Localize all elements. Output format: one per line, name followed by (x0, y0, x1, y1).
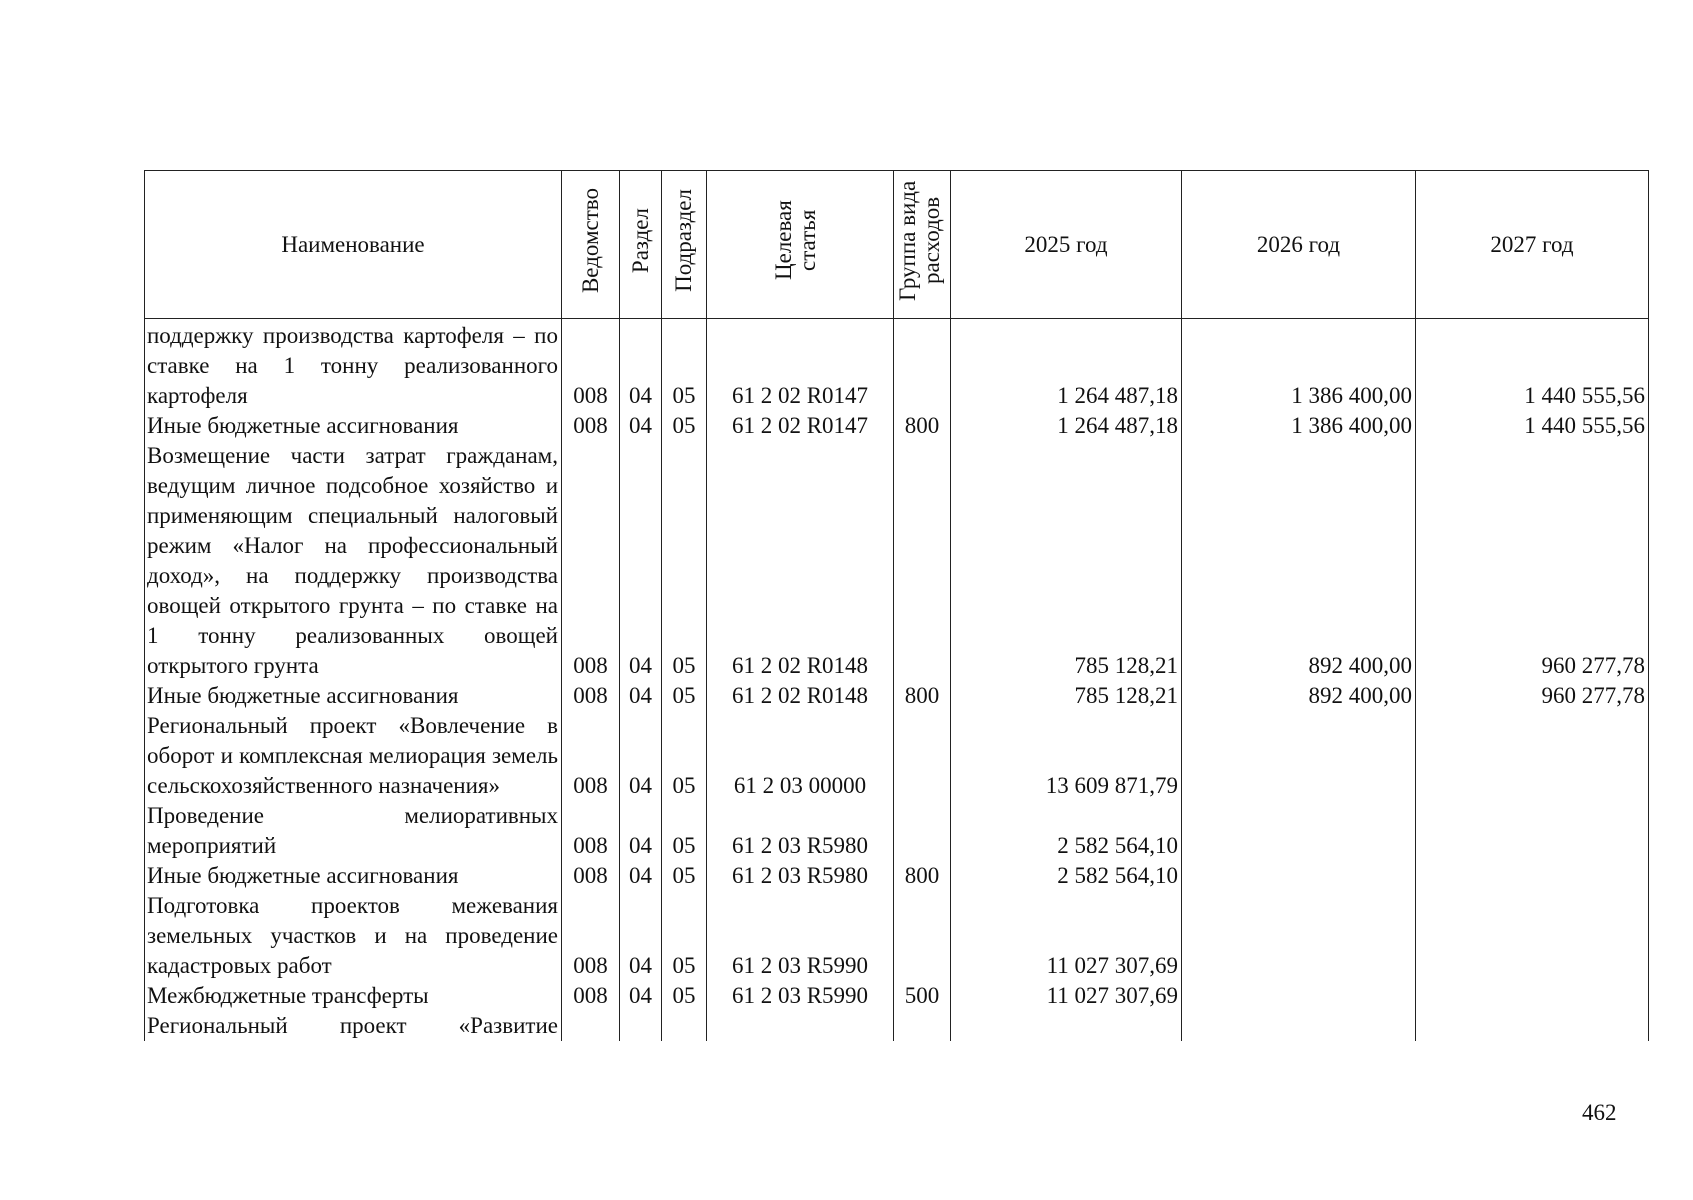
table-row (145, 981, 1649, 1011)
row-section: 04 (620, 861, 662, 891)
row-dept: 008 (562, 681, 620, 711)
row-dept: 008 (562, 441, 620, 681)
row-2026: 892 400,00 (1182, 441, 1416, 681)
row-2027: 960 277,78 (1416, 441, 1649, 681)
table-row (145, 411, 1649, 441)
header-target (707, 171, 894, 319)
row-target (707, 1011, 894, 1041)
row-dept (562, 1011, 620, 1041)
header-row (145, 171, 1649, 319)
row-target: 61 2 03 00000 (707, 711, 894, 801)
row-subsection: 05 (662, 861, 707, 891)
table-row (145, 681, 1649, 711)
row-2027 (1416, 861, 1649, 891)
row-target: 61 2 03 R5990 (707, 981, 894, 1011)
row-name: Возмещение части затрат гражданам, ведущим личное подсобное хозяйство и применяющим специальный налоговый режим «Налог на профессиональный доход», на поддержку производства овощей открытого грунта – по ставке на 1 тонну реализованных овощей открытого грунта (145, 441, 562, 681)
row-name: Проведение мелиоративных мероприятий (145, 801, 562, 861)
header-dept (562, 171, 620, 319)
row-section: 04 (620, 681, 662, 711)
row-dept: 008 (562, 321, 620, 411)
row-subsection: 05 (662, 891, 707, 981)
row-group: 800 (894, 411, 951, 441)
row-2025: 2 582 564,10 (951, 861, 1182, 891)
row-2027 (1416, 711, 1649, 801)
header-section-label: Раздел (627, 207, 653, 274)
row-target: 61 2 02 R0147 (707, 411, 894, 441)
header-group (894, 171, 951, 319)
row-dept: 008 (562, 801, 620, 861)
row-2027 (1416, 891, 1649, 981)
row-2025: 1 264 487,18 (951, 411, 1182, 441)
row-2025 (951, 1011, 1182, 1041)
row-dept: 008 (562, 411, 620, 441)
row-section: 04 (620, 441, 662, 681)
row-2026: 1 386 400,00 (1182, 321, 1416, 411)
row-2026 (1182, 711, 1416, 801)
row-2026: 1 386 400,00 (1182, 411, 1416, 441)
row-dept: 008 (562, 711, 620, 801)
header-target-label: Целевая статья (771, 200, 820, 281)
table-row (145, 801, 1649, 861)
row-subsection: 05 (662, 411, 707, 441)
row-dept: 008 (562, 891, 620, 981)
row-2027 (1416, 801, 1649, 861)
row-name: Региональный проект «Вовлечение в оборот и комплексная мелиорация земель сельскохозяйственного назначения» (145, 711, 562, 801)
row-group (894, 321, 951, 411)
row-2027: 1 440 555,56 (1416, 411, 1649, 441)
row-2025: 785 128,21 (951, 681, 1182, 711)
row-name: поддержку производства картофеля – по ставке на 1 тонну реализованного картофеля (145, 321, 562, 411)
row-2026 (1182, 981, 1416, 1011)
row-2026 (1182, 861, 1416, 891)
row-group (894, 801, 951, 861)
row-section: 04 (620, 411, 662, 441)
row-dept: 008 (562, 981, 620, 1011)
row-2027 (1416, 1011, 1649, 1041)
row-target: 61 2 03 R5980 (707, 861, 894, 891)
header-2026: 2026 год (1182, 171, 1416, 319)
row-target: 61 2 03 R5990 (707, 891, 894, 981)
row-group: 800 (894, 681, 951, 711)
header-name: Наименование (145, 171, 562, 319)
budget-table-wrapper (144, 170, 1649, 1041)
row-name: Подготовка проектов межевания земельных участков и на проведение кадастровых работ (145, 891, 562, 981)
row-group: 500 (894, 981, 951, 1011)
row-section: 04 (620, 891, 662, 981)
row-name: Региональный проект «Развитие (145, 1011, 562, 1041)
row-2027: 1 440 555,56 (1416, 321, 1649, 411)
row-subsection: 05 (662, 681, 707, 711)
row-section (620, 1011, 662, 1041)
row-2025: 785 128,21 (951, 441, 1182, 681)
row-2025: 13 609 871,79 (951, 711, 1182, 801)
table-row (145, 321, 1649, 411)
table-row (145, 1011, 1649, 1041)
table-row (145, 891, 1649, 981)
header-section (620, 171, 662, 319)
row-dept: 008 (562, 861, 620, 891)
header-dept-label: Ведомство (577, 187, 603, 294)
row-2025: 1 264 487,18 (951, 321, 1182, 411)
header-2025: 2025 год (951, 171, 1182, 319)
row-section: 04 (620, 711, 662, 801)
header-2027: 2027 год (1416, 171, 1649, 319)
row-subsection: 05 (662, 711, 707, 801)
table-row (145, 441, 1649, 681)
row-2027 (1416, 981, 1649, 1011)
row-group: 800 (894, 861, 951, 891)
page-number: 462 (1582, 1100, 1617, 1125)
row-group (894, 891, 951, 981)
row-subsection: 05 (662, 441, 707, 681)
row-group (894, 441, 951, 681)
row-2026 (1182, 801, 1416, 861)
budget-table (144, 170, 1649, 1041)
row-name: Иные бюджетные ассигнования (145, 681, 562, 711)
row-2025: 11 027 307,69 (951, 981, 1182, 1011)
table-row (145, 861, 1649, 891)
table-row (145, 711, 1649, 801)
row-target: 61 2 02 R0147 (707, 321, 894, 411)
row-target: 61 2 02 R0148 (707, 681, 894, 711)
row-name: Иные бюджетные ассигнования (145, 411, 562, 441)
row-name: Межбюджетные трансферты (145, 981, 562, 1011)
row-section: 04 (620, 981, 662, 1011)
row-subsection: 05 (662, 981, 707, 1011)
row-2026 (1182, 891, 1416, 981)
row-subsection: 05 (662, 321, 707, 411)
row-subsection: 05 (662, 801, 707, 861)
row-group (894, 1011, 951, 1041)
row-2027: 960 277,78 (1416, 681, 1649, 711)
row-2025: 11 027 307,69 (951, 891, 1182, 981)
row-section: 04 (620, 801, 662, 861)
header-subsection (662, 171, 707, 319)
row-target: 61 2 03 R5980 (707, 801, 894, 861)
row-2025: 2 582 564,10 (951, 801, 1182, 861)
row-subsection (662, 1011, 707, 1041)
row-2026: 892 400,00 (1182, 681, 1416, 711)
row-target: 61 2 02 R0148 (707, 441, 894, 681)
row-group (894, 711, 951, 801)
row-2026 (1182, 1011, 1416, 1041)
row-section: 04 (620, 321, 662, 411)
row-name: Иные бюджетные ассигнования (145, 861, 562, 891)
header-group-label: Группа вида расходов (895, 180, 944, 301)
header-subsection-label: Подраздел (671, 189, 696, 292)
